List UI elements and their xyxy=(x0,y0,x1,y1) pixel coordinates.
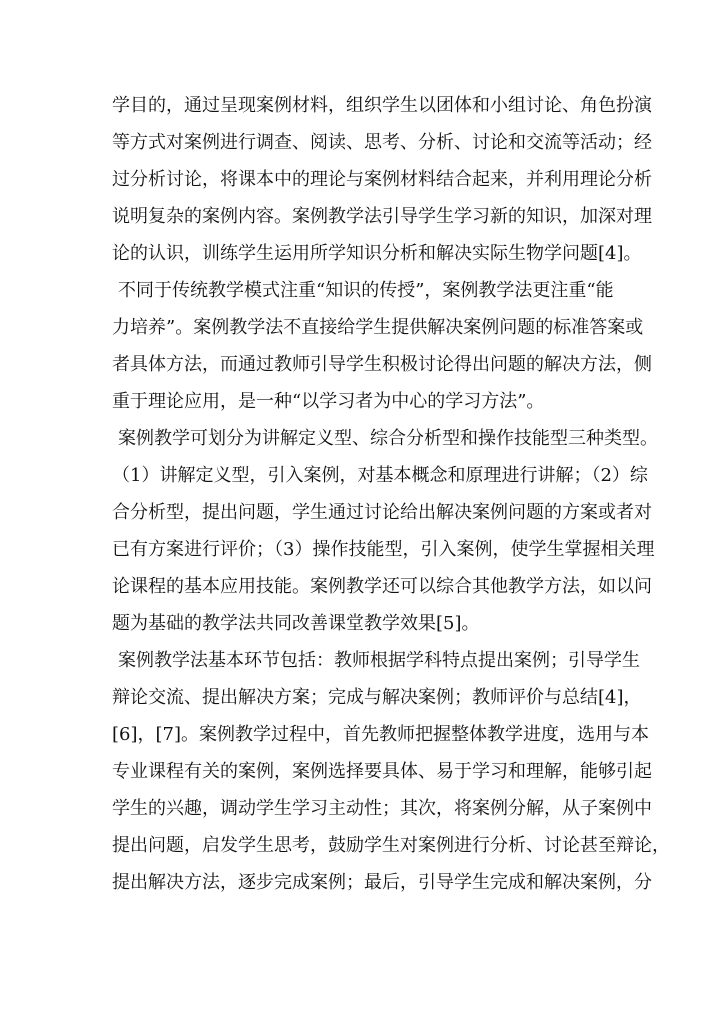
text-line: 不同于传统教学模式注重“知识的传授”，案例教学法更注重“能 xyxy=(118,280,614,301)
text-line: 论的认识，训练学生运用所学知识分析和解决实际生物学问题[4]。 xyxy=(112,243,642,264)
text-line: 重于理论应用，是一种“以学习者为中心的学习方法”。 xyxy=(112,391,545,412)
text-line: 案例教学可划分为讲解定义型、综合分析型和操作技能型三种类型。 xyxy=(118,428,658,449)
text-line: 已有方案进行评价；（3）操作技能型，引入案例，使学生掌握相关理 xyxy=(112,539,655,560)
text-line: 等方式对案例进行调查、阅读、思考、分析、讨论和交流等活动；经 xyxy=(112,132,652,153)
text-line: 专业课程有关的案例，案例选择要具体、易于学习和理解，能够引起 xyxy=(112,761,652,782)
text-line: [6]，[7]。案例教学过程中，首先教师把握整体教学进度，选用与本 xyxy=(112,724,649,745)
text-line: （1）讲解定义型，引入案例，对基本概念和原理进行讲解；（2）综 xyxy=(112,465,648,486)
text-line: 辩论交流、提出解决方案；完成与解决案例；教师评价与总结[4]， xyxy=(112,687,642,708)
text-line: 案例教学法基本环节包括：教师根据学科特点提出案例；引导学生 xyxy=(118,650,640,671)
text-line: 提出问题，启发学生思考，鼓励学生对案例进行分析、讨论甚至辩论， xyxy=(112,835,670,856)
text-line: 说明复杂的案例内容。案例教学法引导学生学习新的知识，加深对理 xyxy=(112,206,652,227)
text-line: 提出解决方法，逐步完成案例；最后，引导学生完成和解决案例，分 xyxy=(112,872,652,893)
text-line: 合分析型，提出问题，学生通过讨论给出解决案例问题的方案或者对 xyxy=(112,502,652,523)
text-line: 力培养”。案例教学法不直接给学生提供解决案例问题的标准答案或 xyxy=(112,317,644,338)
text-line: 论课程的基本应用技能。案例教学还可以综合其他教学方法，如以问 xyxy=(112,576,652,597)
text-line: 过分析讨论，将课本中的理论与案例材料结合起来，并利用理论分析 xyxy=(112,169,652,190)
text-line: 学生的兴趣，调动学生学习主动性；其次，将案例分解，从子案例中 xyxy=(112,798,652,819)
text-line: 题为基础的教学法共同改善课堂教学效果[5]。 xyxy=(112,613,480,634)
text-line: 学目的，通过呈现案例材料，组织学生以团体和小组讨论、角色扮演 xyxy=(112,95,652,116)
text-line: 者具体方法，而通过教师引导学生积极讨论得出问题的解决方法，侧 xyxy=(112,354,652,375)
